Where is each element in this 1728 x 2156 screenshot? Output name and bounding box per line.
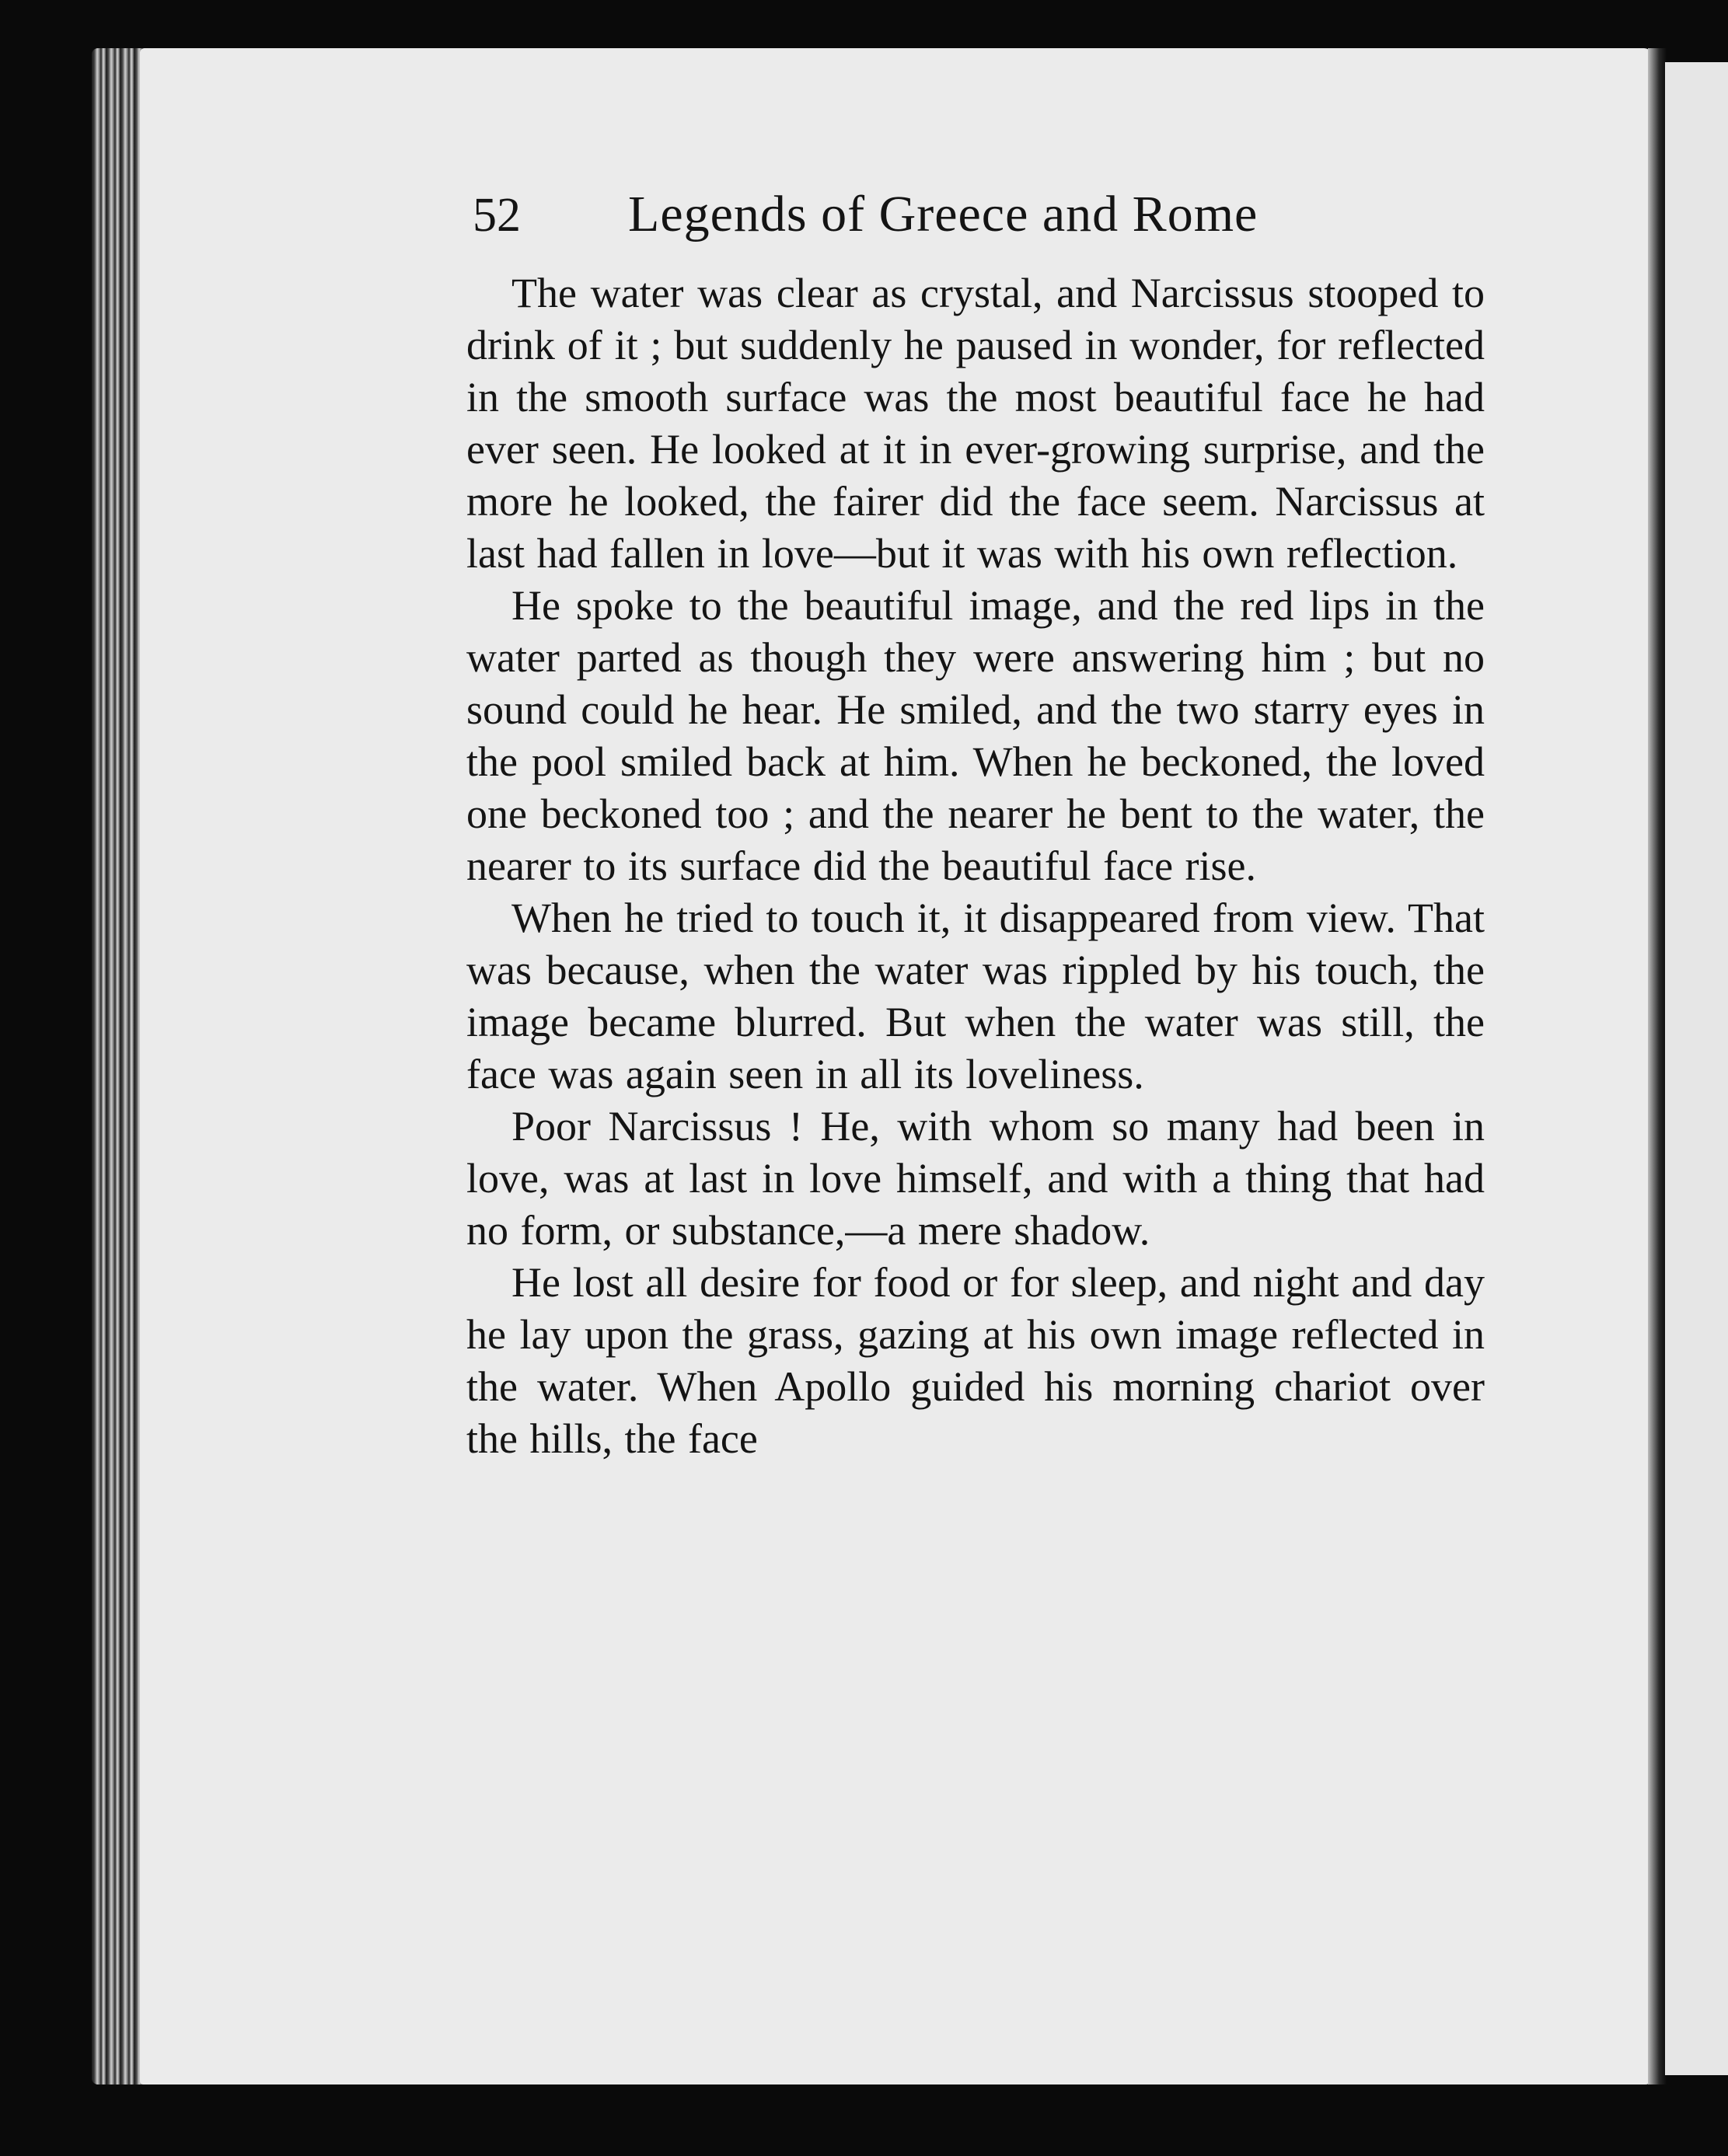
facing-page-edge [1665, 62, 1728, 2075]
paragraph: Poor Narcissus ! He, with whom so many had been in love, was at last in love himself, and with a thing that had no form, or substance,—a mere shadow. [466, 1103, 1485, 1254]
running-head [466, 185, 1485, 263]
page-number: 52 [473, 189, 521, 242]
page-content [466, 185, 1485, 1465]
book-title: Legends of Greece and Rome [628, 186, 1258, 242]
paragraph: The water was clear as crystal, and Narcissus stooped to drink of it ; but suddenly he paused in wonder, for reflected in the smooth surface was the most beautiful face he had ever seen. He looked at it in ever-growing surprise, and the more he looked, the fairer did the face seem. Narcissus at last had fallen in love—but it was with his own reflection. [466, 270, 1485, 577]
paragraph: He spoke to the beautiful image, and the red lips in the water parted as though they were answering him ; but no sound could he hear. He smiled, and the two starry eyes in the pool smiled back at him. When he beckoned, the loved one beckoned too ; and the nearer he bent to the water, the nearer to its surface did the beautiful face rise. [466, 582, 1485, 889]
paragraph: He lost all desire for food or for sleep, and night and day he lay upon the grass, gazing at his own image reflected in the water. When Apollo guided his morning chariot over the hills, the face [466, 1259, 1485, 1462]
gutter-shadow [1648, 48, 1667, 2084]
paragraph: When he tried to touch it, it disappeared from view. That was because, when the water was rippled by his touch, the image became blurred. But when the water was still, the face was again seen in all its loveliness. [466, 895, 1485, 1097]
